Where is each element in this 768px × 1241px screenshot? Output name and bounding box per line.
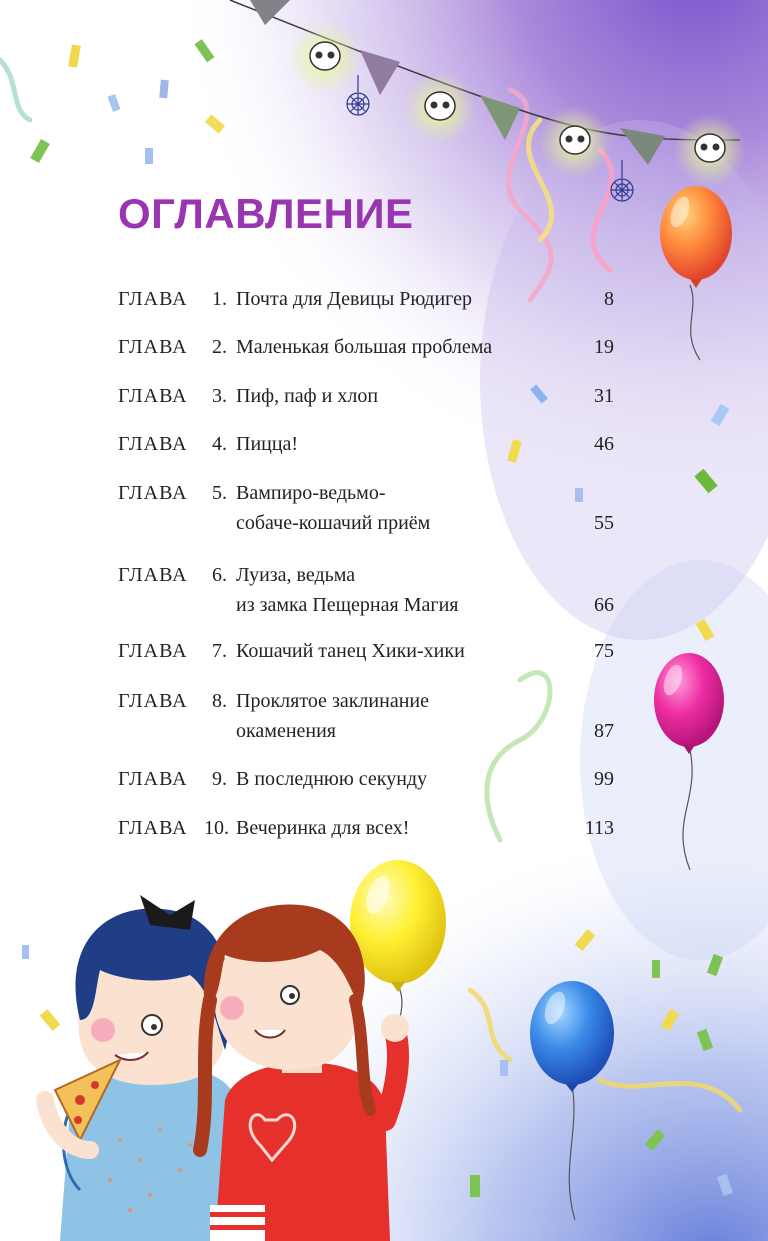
- page-number: 8: [604, 288, 614, 310]
- chapter-label: ГЛАВА: [118, 817, 188, 839]
- chapter-number: 6.: [212, 564, 227, 586]
- page-number: 46: [594, 433, 614, 455]
- toc-entry-3[interactable]: [118, 381, 618, 411]
- chapter-label: ГЛАВА: [118, 336, 188, 358]
- chapter-title: Луиза, ведьма: [236, 564, 356, 586]
- chapter-number: 3.: [212, 385, 227, 407]
- chapter-title: Пиф, паф и хлоп: [236, 385, 379, 407]
- chapter-title: В последнюю секунду: [236, 768, 428, 790]
- chapter-number: 7.: [212, 640, 227, 662]
- toc-entry-10[interactable]: [118, 813, 618, 843]
- chapter-title-continued: окаменения: [236, 720, 337, 742]
- chapter-label: ГЛАВА: [118, 690, 188, 712]
- page-number: 75: [594, 640, 614, 662]
- page-number: 19: [594, 336, 614, 358]
- chapter-title: Вечеринка для всех!: [236, 817, 410, 839]
- chapter-label: ГЛАВА: [118, 288, 188, 310]
- chapter-title: Пицца!: [236, 433, 299, 455]
- page-number: 31: [594, 385, 614, 407]
- chapter-label: ГЛАВА: [118, 768, 188, 790]
- page-number: 113: [584, 817, 614, 839]
- chapter-label: ГЛАВА: [118, 640, 188, 662]
- chapter-title: Кошачий танец Хики-хики: [236, 640, 465, 662]
- chapter-title: Вампиро-ведьмо-: [236, 482, 386, 504]
- page-number: 87: [594, 720, 614, 742]
- chapter-label: ГЛАВА: [118, 564, 188, 586]
- chapter-number: 1.: [212, 288, 227, 310]
- chapter-number: 10.: [204, 817, 229, 839]
- chapter-label: ГЛАВА: [118, 482, 188, 504]
- chapter-label: ГЛАВА: [118, 385, 188, 407]
- toc-entry-6[interactable]: [118, 560, 618, 620]
- page-number: 55: [594, 512, 614, 534]
- chapter-number: 9.: [212, 768, 227, 790]
- toc-entry-4[interactable]: [118, 429, 618, 459]
- chapter-title-continued: собаче-кошачий приём: [236, 512, 431, 534]
- toc-entry-9[interactable]: [118, 764, 618, 794]
- chapter-number: 5.: [212, 482, 227, 504]
- chapter-number: 8.: [212, 690, 227, 712]
- chapter-title: Маленькая большая проблема: [236, 336, 493, 358]
- chapter-title-continued: из замка Пещерная Магия: [236, 594, 459, 616]
- toc-entry-5[interactable]: [118, 478, 618, 538]
- page-title: ОГЛАВЛЕНИЕ: [118, 190, 414, 237]
- page-number: 66: [594, 594, 614, 616]
- chapter-number: 4.: [212, 433, 227, 455]
- chapter-title: Проклятое заклинание: [236, 690, 429, 712]
- chapter-label: ГЛАВА: [118, 433, 188, 455]
- toc-entry-2[interactable]: [118, 332, 618, 362]
- chapter-title: Почта для Девицы Рюдигер: [236, 288, 472, 310]
- chapter-number: 2.: [212, 336, 227, 358]
- toc-entry-8[interactable]: [118, 686, 618, 746]
- page-number: 99: [594, 768, 614, 790]
- toc-entry-7[interactable]: [118, 636, 618, 666]
- toc-entry-1[interactable]: [118, 284, 618, 314]
